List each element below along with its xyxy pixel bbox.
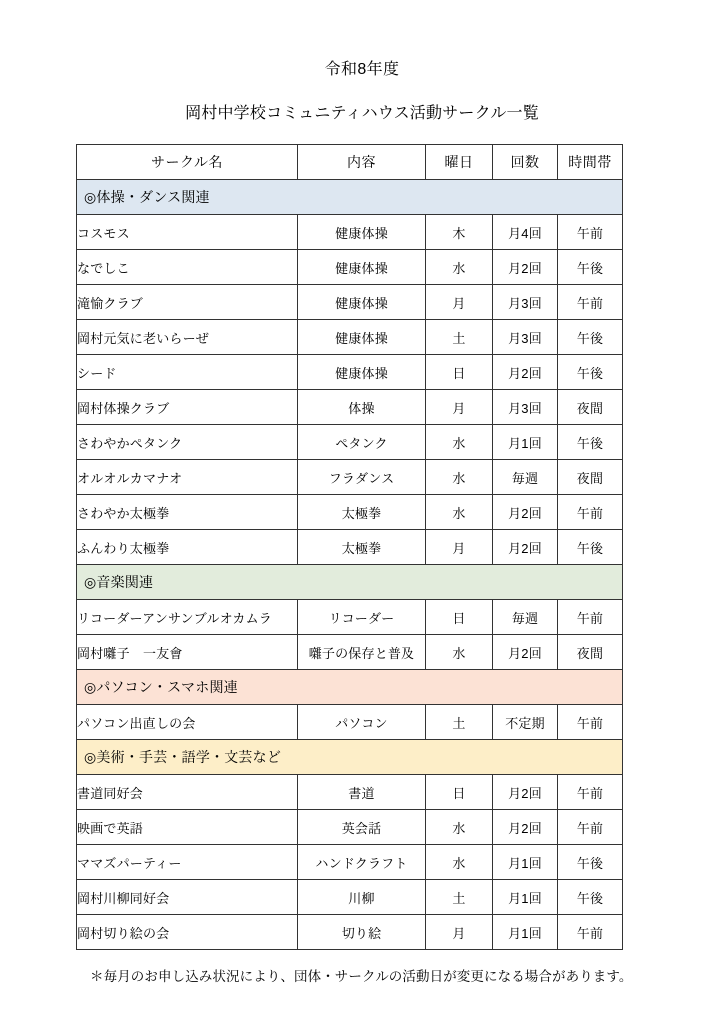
activity-content-cell: 太極拳 — [298, 495, 426, 530]
activity-content-cell: 健康体操 — [298, 355, 426, 390]
frequency-cell: 月2回 — [493, 775, 558, 810]
column-header-period: 時間帯 — [558, 145, 623, 180]
circle-name-cell: オルオルカマナオ — [77, 460, 298, 495]
category-header-row — [77, 670, 623, 705]
table-row — [77, 915, 623, 950]
circle-name-cell: 岡村切り絵の会 — [77, 915, 298, 950]
frequency-cell: 月3回 — [493, 390, 558, 425]
circle-name-cell: 岡村体操クラブ — [77, 390, 298, 425]
circle-name-cell: ママズパーティー — [77, 845, 298, 880]
frequency-cell: 毎週 — [493, 460, 558, 495]
table-row — [77, 355, 623, 390]
frequency-cell: 月1回 — [493, 915, 558, 950]
circle-name-cell: パソコン出直しの会 — [77, 705, 298, 740]
frequency-cell: 月3回 — [493, 320, 558, 355]
frequency-cell: 月2回 — [493, 810, 558, 845]
table-row — [77, 880, 623, 915]
table-row — [77, 845, 623, 880]
circle-name-cell: 書道同好会 — [77, 775, 298, 810]
activity-content-cell: フラダンス — [298, 460, 426, 495]
day-of-week-cell: 月 — [426, 530, 493, 565]
time-period-cell: 午後 — [558, 250, 623, 285]
day-of-week-cell: 月 — [426, 285, 493, 320]
frequency-cell: 不定期 — [493, 705, 558, 740]
circle-name-cell: シード — [77, 355, 298, 390]
circle-name-cell: 岡村川柳同好会 — [77, 880, 298, 915]
category-label: ◎体操・ダンス関連 — [77, 180, 623, 215]
frequency-cell: 月1回 — [493, 425, 558, 460]
circle-name-cell: さわやか太極拳 — [77, 495, 298, 530]
day-of-week-cell: 土 — [426, 320, 493, 355]
activity-content-cell: リコーダー — [298, 600, 426, 635]
category-header-row — [77, 180, 623, 215]
day-of-week-cell: 土 — [426, 705, 493, 740]
time-period-cell: 午後 — [558, 845, 623, 880]
category-header-row — [77, 565, 623, 600]
circle-name-cell: コスモス — [77, 215, 298, 250]
table-row — [77, 390, 623, 425]
activity-content-cell: 書道 — [298, 775, 426, 810]
circle-name-cell: さわやかペタンク — [77, 425, 298, 460]
table-row — [77, 600, 623, 635]
day-of-week-cell: 水 — [426, 845, 493, 880]
day-of-week-cell: 水 — [426, 635, 493, 670]
activity-content-cell: 健康体操 — [298, 320, 426, 355]
activity-content-cell: 体操 — [298, 390, 426, 425]
day-of-week-cell: 月 — [426, 390, 493, 425]
time-period-cell: 午前 — [558, 215, 623, 250]
table-row — [77, 460, 623, 495]
time-period-cell: 夜間 — [558, 390, 623, 425]
column-header-name: サークル名 — [77, 145, 298, 180]
table-row — [77, 285, 623, 320]
category-label: ◎パソコン・スマホ関連 — [77, 670, 623, 705]
time-period-cell: 夜間 — [558, 635, 623, 670]
activity-content-cell: 健康体操 — [298, 285, 426, 320]
time-period-cell: 午前 — [558, 915, 623, 950]
time-period-cell: 午後 — [558, 355, 623, 390]
activity-content-cell: 健康体操 — [298, 250, 426, 285]
column-header-day: 曜日 — [426, 145, 493, 180]
day-of-week-cell: 水 — [426, 425, 493, 460]
document-title: 岡村中学校コミュニティハウス活動サークル一覧 — [185, 105, 539, 122]
table-row — [77, 215, 623, 250]
circle-activity-table — [76, 144, 623, 950]
column-header-times: 回数 — [493, 145, 558, 180]
table-row — [77, 495, 623, 530]
circle-name-cell: 岡村元気に老いらーぜ — [77, 320, 298, 355]
activity-content-cell: 囃子の保存と普及 — [298, 635, 426, 670]
activity-content-cell: ペタンク — [298, 425, 426, 460]
document-year-label: 令和8年度 — [324, 61, 400, 78]
circle-name-cell: なでしこ — [77, 250, 298, 285]
time-period-cell: 午後 — [558, 320, 623, 355]
time-period-cell: 午後 — [558, 425, 623, 460]
frequency-cell: 毎週 — [493, 600, 558, 635]
table-row — [77, 635, 623, 670]
frequency-cell: 月2回 — [493, 530, 558, 565]
day-of-week-cell: 月 — [426, 915, 493, 950]
time-period-cell: 午前 — [558, 495, 623, 530]
day-of-week-cell: 水 — [426, 495, 493, 530]
frequency-cell: 月1回 — [493, 880, 558, 915]
category-label: ◎音楽関連 — [77, 565, 623, 600]
frequency-cell: 月2回 — [493, 635, 558, 670]
frequency-cell: 月2回 — [493, 495, 558, 530]
time-period-cell: 午後 — [558, 880, 623, 915]
activity-content-cell: 健康体操 — [298, 215, 426, 250]
column-header-content: 内容 — [298, 145, 426, 180]
table-row — [77, 320, 623, 355]
activity-content-cell: 英会話 — [298, 810, 426, 845]
circle-name-cell: ふんわり太極拳 — [77, 530, 298, 565]
day-of-week-cell: 木 — [426, 215, 493, 250]
activity-content-cell: ハンドクラフト — [298, 845, 426, 880]
activity-content-cell: 切り絵 — [298, 915, 426, 950]
day-of-week-cell: 水 — [426, 250, 493, 285]
circle-name-cell: 岡村囃子 一友會 — [77, 635, 298, 670]
table-body — [77, 180, 623, 950]
category-header-row — [77, 740, 623, 775]
activity-content-cell: 川柳 — [298, 880, 426, 915]
table-footnote: ＊毎月のお申し込み状況により、団体・サークルの活動日が変更になる場合があります。 — [90, 969, 633, 984]
table-row — [77, 250, 623, 285]
activity-content-cell: 太極拳 — [298, 530, 426, 565]
circle-name-cell: 映画で英語 — [77, 810, 298, 845]
time-period-cell: 午前 — [558, 285, 623, 320]
day-of-week-cell: 水 — [426, 460, 493, 495]
time-period-cell: 午前 — [558, 810, 623, 845]
circle-name-cell: リコーダーアンサンブルオカムラ — [77, 600, 298, 635]
day-of-week-cell: 土 — [426, 880, 493, 915]
frequency-cell: 月1回 — [493, 845, 558, 880]
frequency-cell: 月3回 — [493, 285, 558, 320]
table-row — [77, 775, 623, 810]
table-header-row — [77, 145, 623, 180]
table-row — [77, 530, 623, 565]
frequency-cell: 月2回 — [493, 355, 558, 390]
activity-content-cell: パソコン — [298, 705, 426, 740]
table-row — [77, 810, 623, 845]
day-of-week-cell: 日 — [426, 355, 493, 390]
frequency-cell: 月4回 — [493, 215, 558, 250]
table-row — [77, 425, 623, 460]
time-period-cell: 午前 — [558, 705, 623, 740]
circle-name-cell: 滝愉クラブ — [77, 285, 298, 320]
time-period-cell: 午前 — [558, 600, 623, 635]
day-of-week-cell: 日 — [426, 600, 493, 635]
time-period-cell: 午後 — [558, 530, 623, 565]
table-row — [77, 705, 623, 740]
category-label: ◎美術・手芸・語学・文芸など — [77, 740, 623, 775]
day-of-week-cell: 水 — [426, 810, 493, 845]
table-header — [77, 145, 623, 180]
frequency-cell: 月2回 — [493, 250, 558, 285]
time-period-cell: 午前 — [558, 775, 623, 810]
day-of-week-cell: 日 — [426, 775, 493, 810]
time-period-cell: 夜間 — [558, 460, 623, 495]
